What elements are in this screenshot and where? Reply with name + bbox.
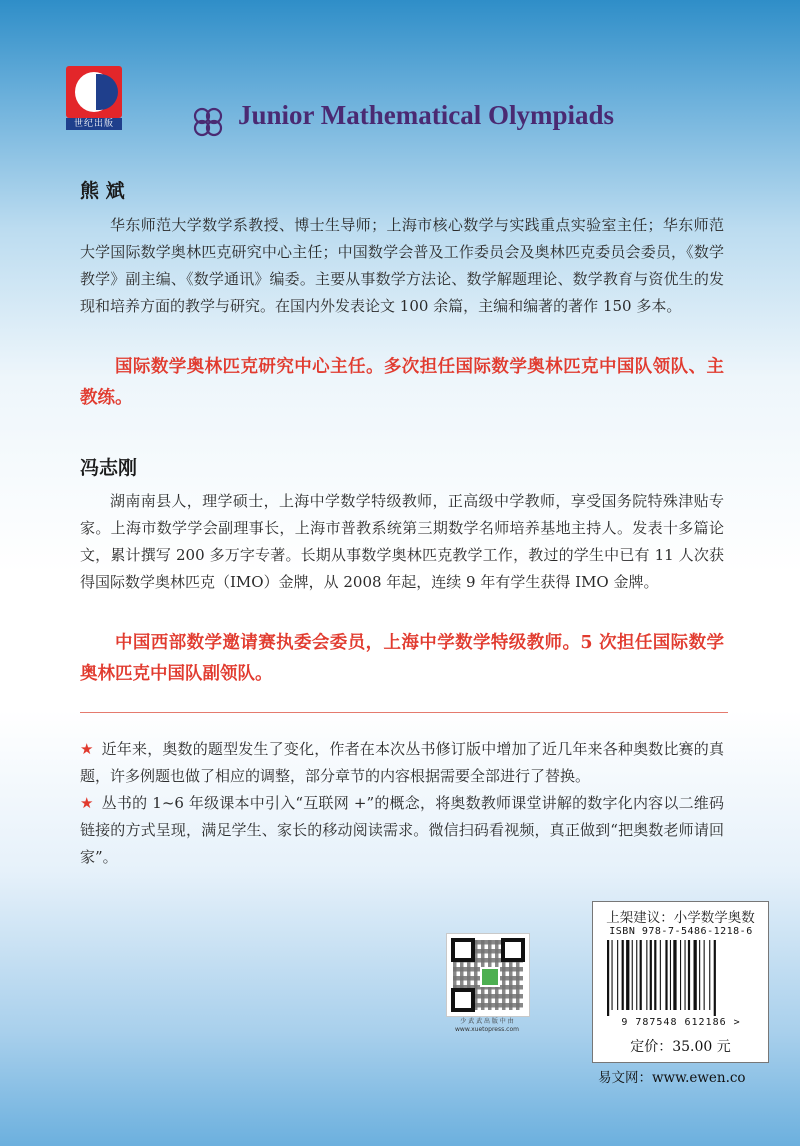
qr-finder-icon bbox=[451, 938, 475, 962]
qr-caption bbox=[446, 1018, 528, 1034]
author-highlight-1: 国际数学奥林匹克研究中心主任。多次担任国际数学奥林匹克中国队领队、主教练。 bbox=[80, 357, 724, 408]
barcode-digits: 9 787548 612186 > bbox=[621, 1017, 741, 1028]
logo-text: 世纪出版 bbox=[66, 118, 122, 130]
qr-code[interactable] bbox=[446, 933, 530, 1017]
author-name-1: 熊 斌 bbox=[80, 180, 125, 202]
shelf-suggestion: 上架建议：小学数学奥数 bbox=[606, 910, 755, 926]
series-title: Junior Mathematical Olympiads bbox=[238, 100, 615, 130]
section-divider bbox=[80, 712, 728, 713]
author-bio-2: 湖南南县人，理学硕士，上海中学数学特级教师，正高级中学教师，享受国务院特殊津贴专家。上海市数学学会副理事长，上海市普教系统第三期数学名师培养基地主持人。发表十多篇论文，累计撰写 200 多万字专著。长期从事数学奥林匹克教学工作，教过的学生中已有 11 人次获得国际数学奥林匹克（IMO）金牌，从 2008 年起，连续 9 年有学生获得 IMO 金牌。 bbox=[80, 492, 724, 591]
note-1-text: 近年来，奥数的题型发生了变化，作者在本次丛书修订版中增加了近几年来各种奥数比赛的真题，许多例题也做了相应的调整，部分章节的内容根据需要全部进行了替换。 bbox=[80, 740, 724, 785]
qr-center-logo-icon bbox=[480, 967, 500, 987]
knot-emblem-icon bbox=[190, 104, 226, 140]
author-bio-1: 华东师范大学数学系教授、博士生导师；上海市核心数学与实践重点实验室主任；华东师范大学国际数学奥林匹克研究中心主任；中国数学会普及工作委员会及奥林匹克委员会委员，《数学教学》副主编、《数学通讯》编委。主要从事数学方法论、数学解题理论、数学教育与资优生的发现和培养方面的教学与研究。在国内外发表论文 100 余篇，主编和编著的著作 150 多本。 bbox=[80, 216, 724, 315]
qr-caption-url: www.xuetopress.com bbox=[455, 1026, 519, 1033]
qr-finder-icon bbox=[501, 938, 525, 962]
note-2 bbox=[80, 790, 724, 871]
qr-caption-publisher: 少 武 武 出 版 中 由 bbox=[460, 1018, 514, 1025]
author-name-2: 冯志刚 bbox=[80, 457, 138, 479]
isbn-number: ISBN 978-7-5486-1218-6 bbox=[609, 926, 753, 937]
publisher-logo bbox=[66, 66, 122, 130]
star-icon: ★ bbox=[80, 740, 94, 758]
star-icon: ★ bbox=[80, 794, 94, 812]
author-highlight-2: 中国西部数学邀请赛执委会委员，上海中学数学特级教师。5 次担任国际数学奥林匹克中国队副领队。 bbox=[80, 633, 724, 684]
price: 定价：35.00 元 bbox=[630, 1039, 731, 1055]
publisher-website: 易文网：www.ewen.co bbox=[598, 1070, 746, 1086]
qr-finder-icon bbox=[451, 988, 475, 1012]
barcode-bars-icon bbox=[605, 940, 755, 1016]
barcode-box bbox=[592, 901, 769, 1063]
note-1 bbox=[80, 736, 724, 790]
note-2-text: 丛书的 1~6 年级课本中引入“互联网 +”的概念，将奥数教师课堂讲解的数字化内容以二维码链接的方式呈现，满足学生、家长的移动阅读需求。微信扫码看视频，真正做到“把奥数老师请回家”。 bbox=[80, 794, 725, 866]
